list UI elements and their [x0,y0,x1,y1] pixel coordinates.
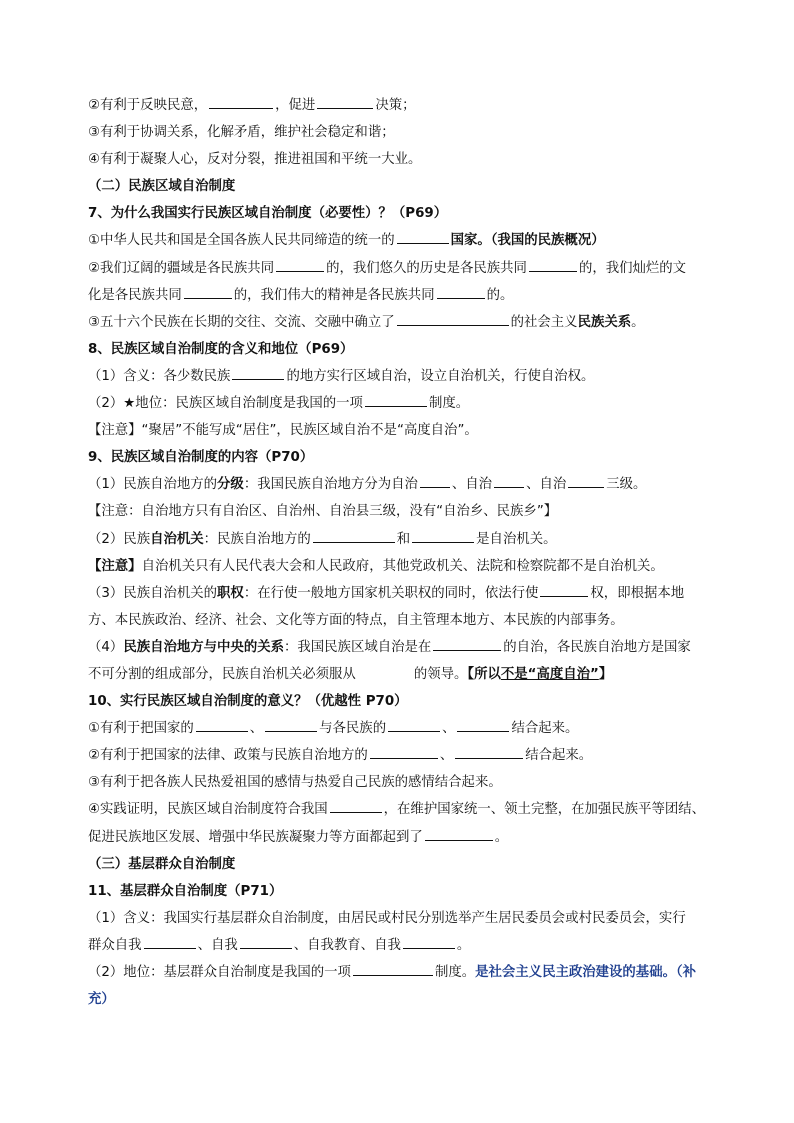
fill-blank[interactable] [232,365,284,380]
text-line: （2）地位：基层群众自治制度是我国的一项 制度。是社会主义民主政治建设的基础。（补 [88,959,722,986]
text-line: ③五十六个民族在长期的交往、交流、交融中确立了 的社会主义民族关系。 [88,309,722,336]
fill-blank[interactable] [425,826,493,841]
fill-blank[interactable] [313,528,395,543]
fill-blank[interactable] [403,934,455,949]
text-line: ③有利于协调关系，化解矛盾，维护社会稳定和谐； [88,125,395,141]
fill-blank[interactable] [397,229,449,244]
fill-blank[interactable] [455,744,523,759]
text-line: （2）★地位：民族区域自治制度是我国的一项 制度。 [88,390,722,417]
fill-blank[interactable] [397,311,509,326]
fill-blank[interactable] [144,934,196,949]
question-heading: 10、实行民族区域自治制度的意义？（优越性 P70） [88,694,408,710]
fill-blank[interactable] [317,94,373,109]
text-line: ①中华人民共和国是全国各族人民共同缔造的统一的 国家。（我国的民族概况） [88,227,722,254]
text-line: ②有利于反映民意， ，促进 决策； [88,92,722,119]
fill-blank[interactable] [370,744,438,759]
text-line: ③有利于把各族人民热爱祖国的感情与热爱自己民族的感情结合起来。 [88,775,502,791]
text-line: （2）民族自治机关：民族自治地方的 和 是自治机关。 [88,526,722,553]
fill-blank[interactable] [330,798,382,813]
fill-blank[interactable] [196,717,248,732]
fill-blank[interactable] [388,717,440,732]
text-line: 充） [88,992,115,1008]
text-line: 促进民族地区发展、增强中华民族凝聚力等方面都起到了 。 [88,824,722,851]
question-heading: 8、民族区域自治制度的含义和地位（P69） [88,341,354,357]
fill-blank[interactable] [420,473,450,488]
fill-blank[interactable] [365,392,427,407]
fill-blank[interactable] [240,934,292,949]
text-line: 群众自我 、自我 、自我教育、自我 。 [88,932,722,959]
text-line: （1）民族自治地方的分级：我国民族自治地方分为自治 、自治 、自治 三级。 [88,471,722,498]
fill-blank[interactable] [540,582,588,597]
text-line: ④有利于凝聚人心，反对分裂，推进祖国和平统一大业。 [88,152,422,168]
text-line: ①有利于把国家的 、 与各民族的 、 结合起来。 [88,715,722,742]
text-line: 不可分割的组成部分，民族自治机关必须服从 的领导。【所以不是“高度自治”】 [88,666,613,682]
fill-blank[interactable] [412,528,474,543]
text-line: （1）含义：我国实行基层群众自治制度，由居民或村民分别选举产生居民委员会或村民委员会，实行 [88,910,686,926]
note-line: 【注意：自治地方只有自治区、自治州、自治县三级，没有“自治乡、民族乡”】 [88,504,558,520]
text-line: ②我们辽阔的疆域是各民族共同 的，我们悠久的历史是各民族共同 的，我们灿烂的文 [88,255,722,282]
fill-blank[interactable] [276,257,324,272]
fill-blank[interactable] [184,284,232,299]
question-heading: 9、民族区域自治制度的内容（P70） [88,450,314,466]
text-line: （4）民族自治地方与中央的关系：我国民族区域自治是在 的自治，各民族自治地方是国家 [88,634,722,661]
fill-blank[interactable] [433,636,501,651]
question-heading: 7、为什么我国实行民族区域自治制度（必要性）？（P69） [88,206,448,222]
text-line: （1）含义：各少数民族 的地方实行区域自治，设立自治机关，行使自治权。 [88,363,722,390]
fill-blank[interactable] [457,717,509,732]
fill-blank[interactable] [494,473,524,488]
section-heading: （三）基层群众自治制度 [88,856,236,872]
fill-blank[interactable] [568,473,604,488]
fill-blank[interactable] [529,257,577,272]
fill-blank[interactable] [209,94,273,109]
text-line: 方、本民族政治、经济、社会、文化等方面的特点，自主管理本地方、本民族的内部事务。 [88,612,624,628]
note-line: 【注意】自治机关只有人民代表大会和人民政府，其他党政机关、法院和检察院都不是自治机关。 [88,558,664,574]
text-line: ②有利于把国家的法律、政策与民族自治地方的 、 结合起来。 [88,742,722,769]
fill-blank[interactable] [265,717,317,732]
question-heading: 11、基层群众自治制度（P71） [88,883,283,899]
text-line: ④实践证明，民族区域自治制度符合我国 ，在维护国家统一、领土完整，在加强民族平等团结、 [88,796,722,823]
fill-blank[interactable] [437,284,485,299]
section-heading: （二）民族区域自治制度 [88,179,236,195]
text-line: 化是各民族共同 的，我们伟大的精神是各民族共同 的。 [88,282,722,309]
fill-blank[interactable] [353,961,433,976]
note-line: 【注意】“聚居”不能写成“居住”，民族区域自治不是“高度自治”。 [88,423,478,439]
text-line: （3）民族自治机关的职权：在行使一般地方国家机关职权的同时，依法行使 权，即根据本地 [88,580,722,607]
